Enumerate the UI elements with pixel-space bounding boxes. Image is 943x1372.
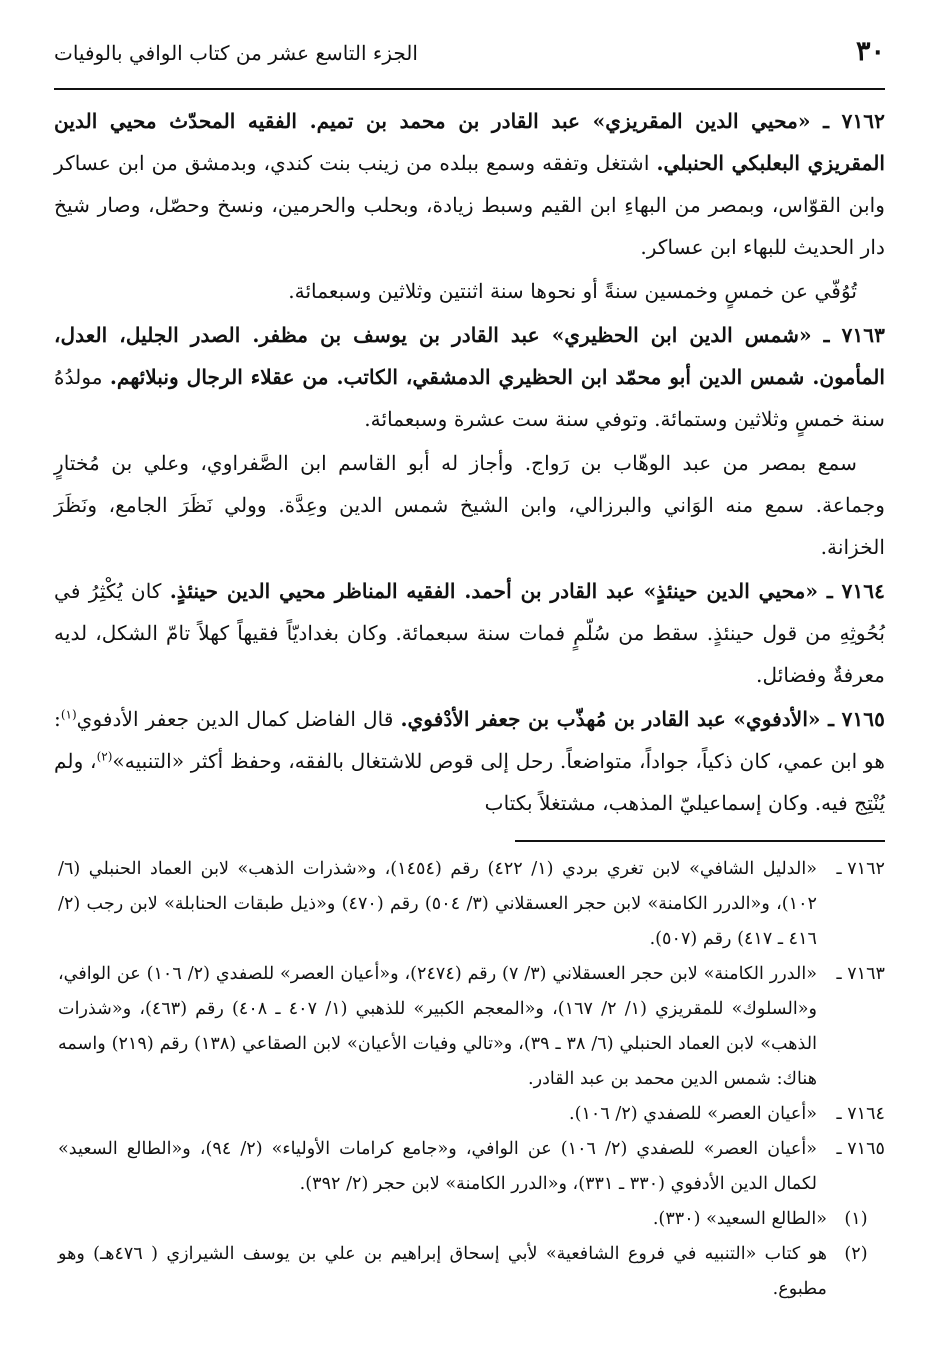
entry-7162 xyxy=(54,100,885,312)
entry-paragraph xyxy=(54,314,885,440)
entry-text: مولدُهُ سنة خمسٍ وثلاثين وستمائة. وتوفي سنة ست عشرة وسبعمائة. xyxy=(54,365,885,431)
footnote-id: (١) xyxy=(844,1209,868,1229)
entry-heading: ٧١٦٥ ـ «الأدفوي» عبد القادر بن مُهذّب بن جعفر الأدْفوي. xyxy=(400,707,885,731)
footnote-text: «أعيان العصر» للصفدي (٢/ ١٠٦) عن الوافي، و«جامع كرامات الأولياء» (٢/ ٩٤)، و«الطالع السعيد» لكمال الدين الأدفوي (٣٣٠ ـ ٣٣١)، و«الدرر الكامنة» لابن حجر (٢/ ٣٩٢). xyxy=(58,1139,817,1194)
entry-paragraph xyxy=(54,100,885,268)
main-text xyxy=(54,100,885,824)
entry-heading: ٧١٦٢ ـ «محيي الدين المقريزي» عبد القادر بن محمد بن تميم. الفقيه المحدّث محيي الدين المقريزي البعلبكي الحنبلي. xyxy=(54,109,885,175)
entry-text: اشتغل وتفقه وسمع ببلده من زينب بنت كندي، وبدمشق من ابن عساكر وابن القوّاس، وبمصر من البهاءِ ابن القيم وسبط زيادة، وبحلب والحرمين، ونسخ وحصّل، وصار شيخ دار الحديث للبهاء ابن عساكر. xyxy=(54,151,885,259)
entry-paragraph xyxy=(54,570,885,696)
footnote-item xyxy=(58,852,885,957)
entry-heading: ٧١٦٤ ـ «محيي الدين حينئذٍ» عبد القادر بن أحمد. الفقيه المناظر محيي الدين حينئذٍ. xyxy=(169,579,885,603)
footnote-text: «الدرر الكامنة» لابن حجر العسقلاني (٣/ ٧) رقم (٢٤٧٤)، و«أعيان العصر» للصفدي (٢/ ١٠٦) عن الوافي، و«السلوك» للمقريزي (١/ ٢/ ١٦٧)، و«المعجم الكبير» للذهبي (١/ ٤٠٧ ـ ٤٠٨) رقم (٤٦٣)، و«شذرات الذهب» لابن العماد الحنبلي (٦/ ٣٨ ـ ٣٩)، و«تالي وفيات الأعيان» لابن الصقاعي (١٣٨) رقم (٢١٩) واسمه هناك: شمس الدين محمد بن عبد القادر. xyxy=(58,964,818,1089)
entry-paragraph xyxy=(54,698,885,824)
entry-paragraph: سمع بمصر من عبد الوهّاب بن رَواج. وأجاز له أبو القاسم ابن الصَّفراوي، وعلي بن مُختارٍ وجماعة. سمع منه الوَاني والبرزالي، وابن الشيخ شمس الدين وعِدَّة. وولي نَظَرَ الجامع، ونَظَرَ الخزانة. xyxy=(54,451,885,559)
footnote-id: ٧١٦٥ ـ xyxy=(836,1139,885,1159)
entry-7165 xyxy=(54,698,885,824)
footnote-id: ٧١٦٤ ـ xyxy=(836,1104,885,1124)
footnote-item xyxy=(58,1132,885,1202)
footnote-item xyxy=(58,957,885,1097)
page-number: ٣٠ xyxy=(855,36,885,67)
footnote-text: «الطالع السعيد» (٣٣٠). xyxy=(652,1209,827,1229)
footnote-item xyxy=(58,1202,885,1237)
entry-heading: ٧١٦٣ ـ «شمس الدين ابن الحظيري» عبد القادر بن يوسف بن مظفر. الصدر الجليل، العدل، المأمون. شمس الدين أبو محمّد ابن الحظيري الدمشقي، الكاتب. من عقلاء الرجال ونبلائهم. xyxy=(54,323,886,389)
footnote-id: ٧١٦٣ ـ xyxy=(836,964,885,984)
footnote-marker[interactable]: (٢) xyxy=(96,749,113,764)
footnote-item xyxy=(58,1237,885,1307)
footnote-marker[interactable]: (١) xyxy=(60,707,77,722)
entry-paragraph: تُوُفّي عن خمسٍ وخمسين سنةً أو نحوها سنة اثنتين وثلاثين وسبعمائة. xyxy=(288,279,857,303)
entry-text: كان يُكْثِرُ في بُحُوثِهِ من قول حينئذٍ. سقط من سُلّمٍ فمات سنة سبعمائة. وكان بغداديّاً فقيهاً كهلاً تامّ الشكل، لديه معرفةٌ وفضائل. xyxy=(54,579,885,687)
entry-text: : هو ابن عمي، كان ذكياً، جواداً، متواضعاً. رحل إلى قوص للاشتغال بالفقه، وحفظ أكثر «التنبيه» xyxy=(54,707,885,773)
entry-text: قال الفاضل كمال الدين جعفر الأدفوي xyxy=(76,707,401,731)
footnote-text: هو كتاب «التنبيه في فروع الشافعية» لأبي إسحاق إبراهيم بن علي بن يوسف الشيرازي ( ٤٧٦هـ) وهو مطبوع. xyxy=(58,1244,827,1299)
footnote-text: «أعيان العصر» للصفدي (٢/ ١٠٦). xyxy=(568,1104,817,1124)
entry-7163 xyxy=(54,314,885,568)
footnote-text: «الدليل الشافي» لابن تغري بردي (١/ ٤٢٢) رقم (١٤٥٤)، و«شذرات الذهب» لابن العماد الحنبلي (٦/ ١٠٢)، و«الدرر الكامنة» لابن حجر العسقلاني (٣/ ٥٠٤) رقم (٤٧٠) و«ذيل طبقات الحنابلة» لابن رجب (٢/ ٤١٦ ـ ٤١٧) رقم (٥٠٧). xyxy=(58,859,818,949)
footnote-separator xyxy=(515,840,885,842)
page-header xyxy=(54,36,885,84)
entry-7164 xyxy=(54,570,885,696)
running-title: الجزء التاسع عشر من كتاب الوافي بالوفيات xyxy=(54,41,418,65)
footnote-id: (٢) xyxy=(844,1244,868,1264)
footnotes xyxy=(58,852,885,1307)
header-rule xyxy=(54,88,885,90)
footnote-id: ٧١٦٢ ـ xyxy=(836,859,885,879)
entry-text: ، ولم يُنْتِج فيه. وكان إسماعيليّ المذهب، مشتغلاً بكتاب xyxy=(54,749,885,815)
footnote-item xyxy=(58,1097,885,1132)
